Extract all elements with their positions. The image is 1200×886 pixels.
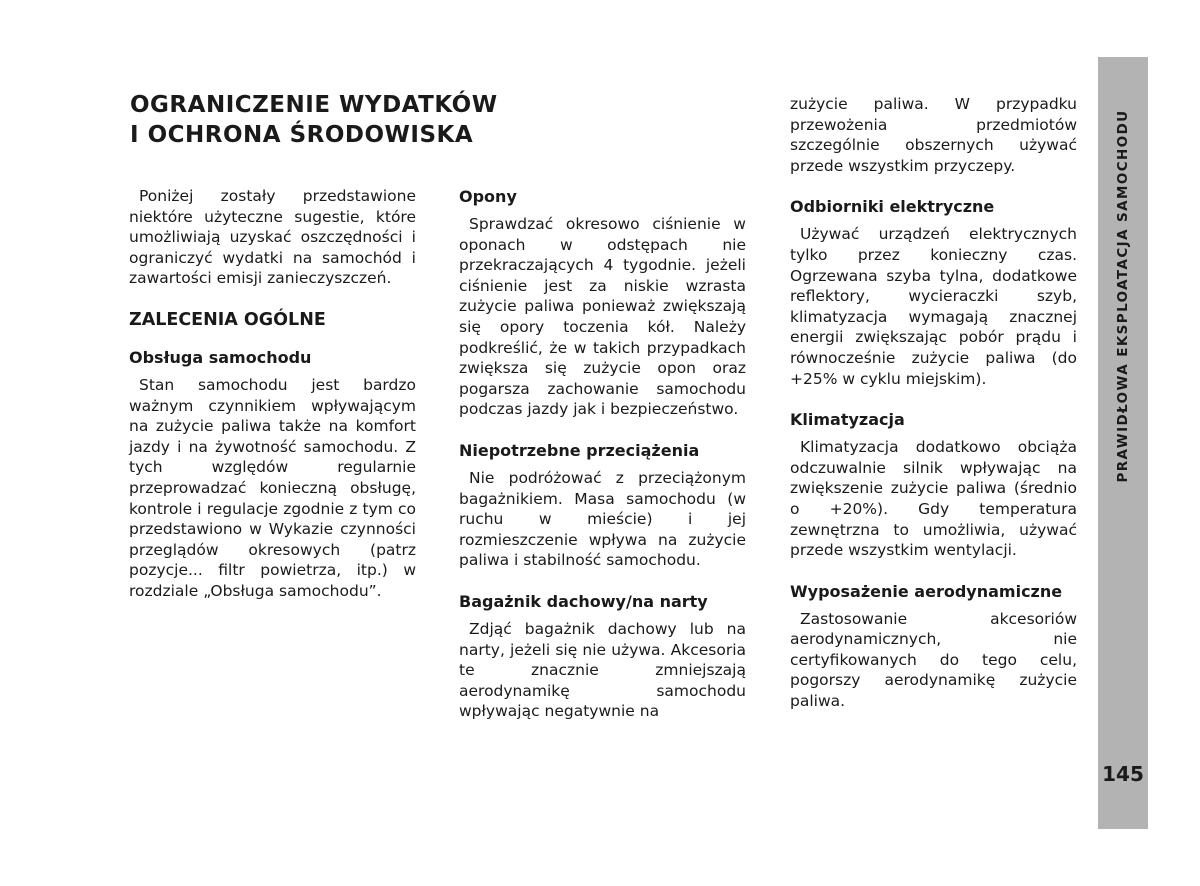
column-right — [790, 94, 1077, 732]
subheading-air-conditioning: Klimatyzacja — [790, 410, 905, 430]
column-middle — [459, 186, 746, 742]
page-title-line-1: OGRANICZENIE WYDATKÓW — [130, 92, 498, 118]
page-title — [130, 90, 570, 150]
page-number: 145 — [1102, 762, 1144, 786]
paragraph-roof-rack-continued: zużycie paliwa. W przypadku przewożenia przedmiotów szczególnie obszernych używać przede wszystkim przyczepy. — [790, 95, 1077, 175]
paragraph-air-conditioning: Klimatyzacja dodatkowo obciąża odczuwalnie silnik wpływając na zwiększenie zużycie paliwa (średnio o +20%). Gdy temperatura zewnętrzna to umożliwia, używać przede wszystkim wentylacji. — [790, 438, 1077, 560]
paragraph-aerodynamic-equipment: Zastosowanie akcesoriów aerodynamicznych, nie certyfikowanych do tego celu, pogorszy aerodynamikę zużycie paliwa. — [790, 609, 1077, 711]
subheading-electrical-devices: Odbiorniki elektryczne — [790, 197, 995, 217]
subheading-roof-rack: Bagażnik dachowy/na narty — [459, 591, 708, 611]
page-title-line-2: I OCHRONA ŚRODOWISKA — [130, 122, 474, 148]
section-heading-general: ZALECENIA OGÓLNE — [129, 309, 326, 330]
chapter-tab-label: PRAWIDŁOWA EKSPLOATACJA SAMOCHODU — [1115, 109, 1131, 483]
paragraph-electrical-devices: Używać urządzeń elektrycznych tylko przez konieczny czas. Ogrzewana szyba tylna, dodatkowe reflektory, wycieraczki szyb, klimatyzacja wymagają znacznej energii zwiększając pobór prądu i równocześnie zużycie paliwa (do +25% w cyklu miejskim). — [790, 225, 1077, 388]
paragraph-tyres: Sprawdzać okresowo ciśnienie w oponach w odstępach nie przekraczających 4 tygodnie. jeżeli ciśnienie jest za niskie wzrasta zużycie paliwa ponieważ zwiększają się opory toczenia kół. Należy podkreślić, że w takich przypadkach zwiększa się zużycie opon oraz pogarsza zachowanie samochodu podczas jazdy jak i bezpieczeństwo. — [459, 215, 746, 419]
column-left — [129, 186, 416, 622]
subheading-vehicle-maintenance: Obsługa samochodu — [129, 347, 312, 367]
subheading-tyres: Opony — [459, 187, 517, 206]
subheading-aerodynamic-equipment: Wyposażenie aerodynamiczne — [790, 581, 1063, 601]
subheading-overloading: Niepotrzebne przeciążenia — [459, 440, 700, 460]
paragraph-roof-rack: Zdjąć bagażnik dachowy lub na narty, jeżeli się nie używa. Akcesoria te znacznie zmniejszają aerodynamikę samochodu wpływając negatywnie na — [459, 619, 746, 721]
intro-paragraph: Poniżej zostały przedstawione niektóre użyteczne sugestie, które umożliwiają uzyskać oszczędności i ograniczyć wydatki na samochód i zawartości emisji zanieczyszczeń. — [129, 187, 416, 288]
paragraph-overloading: Nie podróżować z przeciążonym bagażnikiem. Masa samochodu (w ruchu w mieście) i jej rozmieszczenie wpływa na zużycie paliwa i stabilność samochodu. — [459, 468, 746, 570]
paragraph-vehicle-maintenance: Stan samochodu jest bardzo ważnym czynnikiem wpływającym na zużycie paliwa także na komfort jazdy i na żywotność samochodu. Z tych względów regularnie przeprowadzać konieczną obsługę, kontrole i regulacje zgodnie z tym co przedstawiono w Wykazie czynności przeglądów okresowych (patrz pozycje... filtr powietrza, itp.) w rozdziale „Obsługa samochodu”. — [129, 375, 416, 600]
